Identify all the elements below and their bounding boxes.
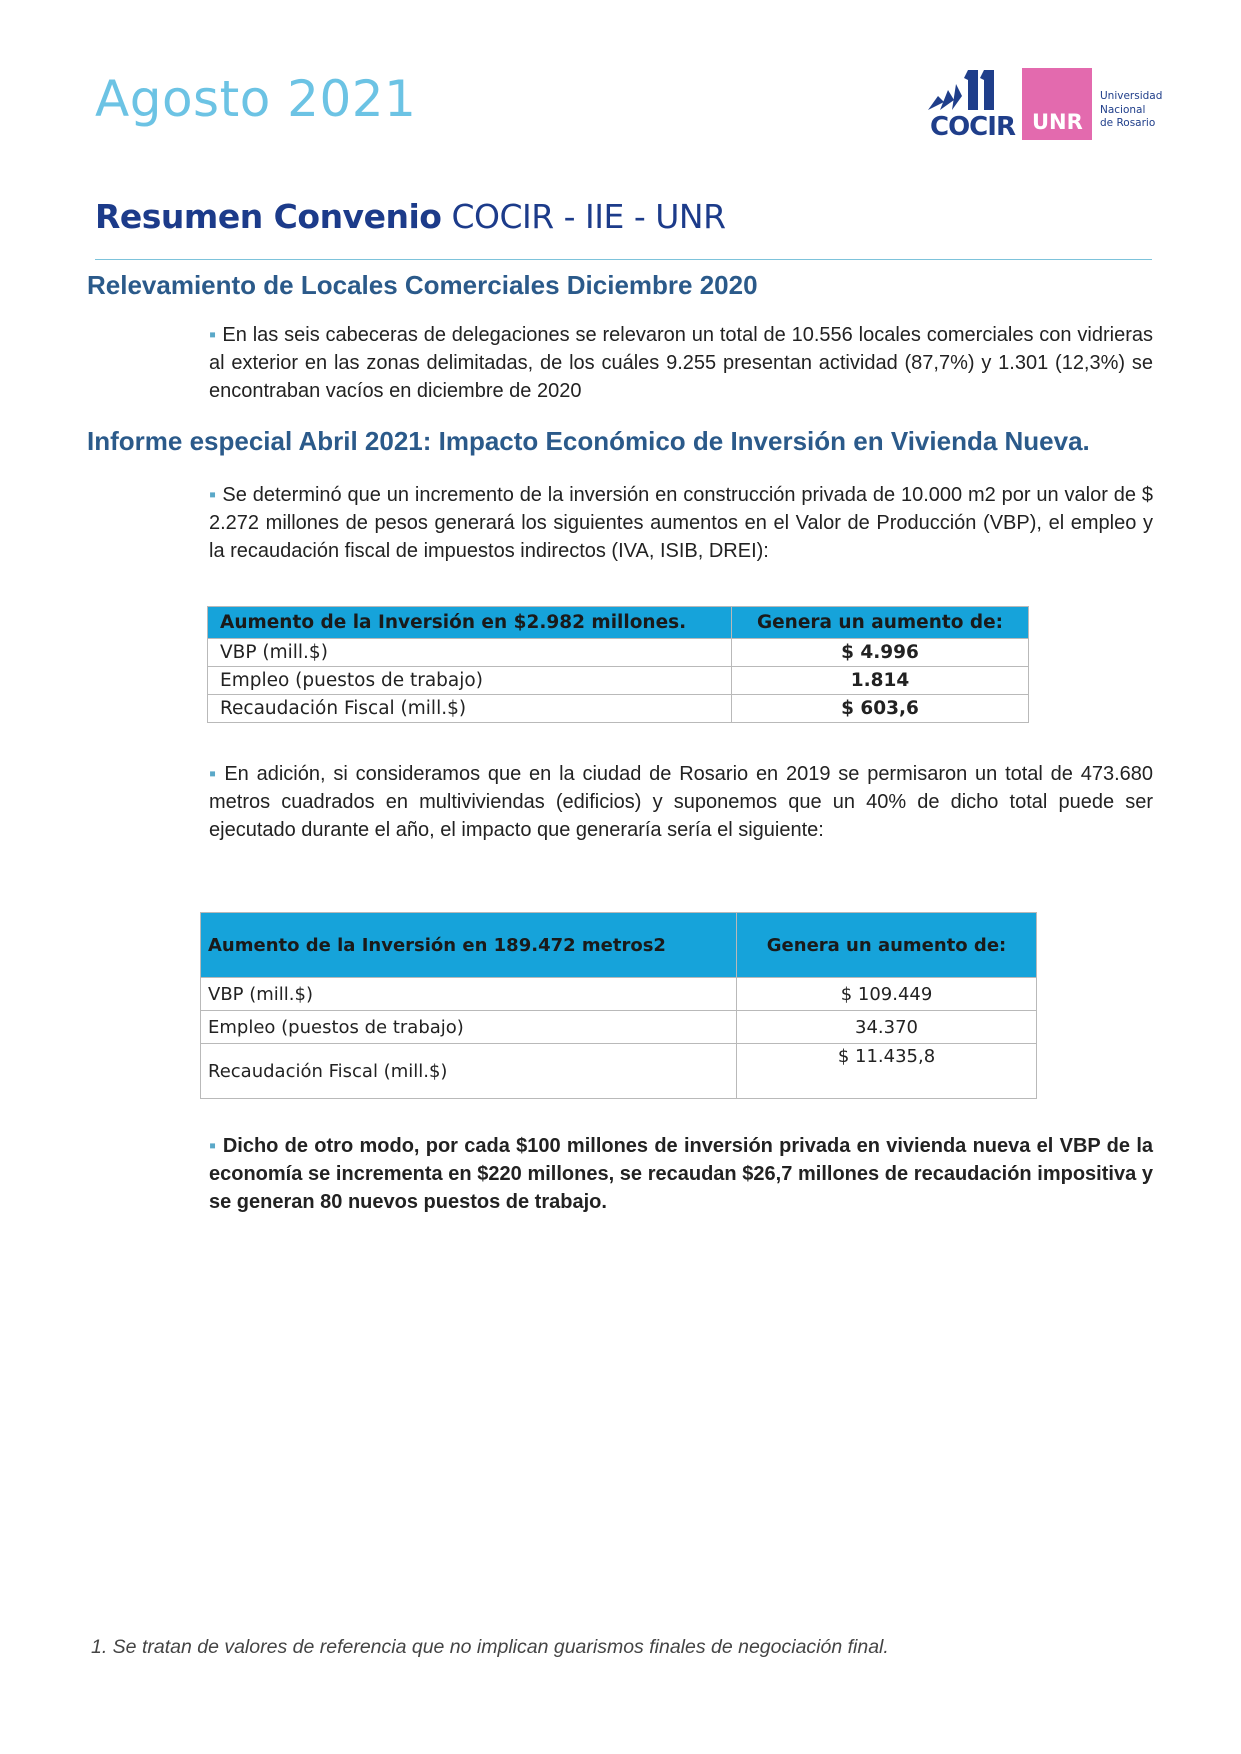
- unr-name-line: de Rosario: [1100, 117, 1156, 129]
- paragraph-text: Se determinó que un incremento de la inversión en construcción privada de 10.000 m2 por un valor de $ 2.272 millones de pesos generará los siguientes aumentos en el Valor de Producción (VBP), el empleo y la recaudación fiscal de impuestos indirectos (IVA, ISIB, DREI):: [209, 484, 1153, 562]
- table-cell-value: $ 603,6: [732, 695, 1029, 723]
- table-header-row: [201, 913, 1037, 978]
- table-header-cell: Aumento de la Inversión en 189.472 metros2: [201, 913, 737, 978]
- section-heading: Informe especial Abril 2021: Impacto Económico de Inversión en Vivienda Nueva.: [87, 426, 1090, 456]
- bullet-icon: ▪: [209, 324, 217, 346]
- page-title: [95, 197, 726, 236]
- paragraph: [209, 760, 1153, 844]
- table-header-cell: Genera un aumento de:: [732, 607, 1029, 639]
- table-cell-label: Empleo (puestos de trabajo): [201, 1011, 737, 1044]
- logos: [924, 66, 1184, 142]
- table-header-cell: Aumento de la Inversión en $2.982 millones.: [208, 607, 732, 639]
- unr-logo-text: UNR: [1032, 110, 1083, 134]
- table-cell-value: 1.814: [732, 667, 1029, 695]
- cocir-logo: [924, 66, 1014, 142]
- paragraph: [209, 321, 1153, 405]
- unr-name: [1100, 90, 1162, 131]
- cocir-logo-text: COCIR: [930, 112, 1015, 142]
- paragraph: [209, 481, 1153, 565]
- table-header-row: [208, 607, 1029, 639]
- footnote: 1. Se tratan de valores de referencia que no implican guarismos finales de negociación final.: [91, 1636, 889, 1658]
- table-cell-value: 34.370: [737, 1011, 1037, 1044]
- paragraph-highlight: [209, 1132, 1153, 1216]
- unr-logo: [1022, 68, 1092, 140]
- table-cell-value: $ 4.996: [732, 639, 1029, 667]
- title-divider: [95, 259, 1152, 260]
- table-header-cell: Genera un aumento de:: [737, 913, 1037, 978]
- unr-name-line: Nacional: [1100, 103, 1146, 116]
- impact-table-2: [200, 912, 1037, 1099]
- impact-table-1: [207, 606, 1029, 723]
- bullet-icon: ▪: [209, 763, 219, 785]
- table-row: [201, 978, 1037, 1011]
- table-cell-value: $ 109.449: [737, 978, 1037, 1011]
- table-row: [208, 667, 1029, 695]
- table-row: [208, 639, 1029, 667]
- section-heading: Relevamiento de Locales Comerciales Diciembre 2020: [87, 270, 758, 300]
- page-title-rest: COCIR - IIE - UNR: [451, 197, 726, 236]
- paragraph-text: En adición, si consideramos que en la ciudad de Rosario en 2019 se permisaron un total de 473.680 metros cuadrados en multiviviendas (edificios) y suponemos que un 40% de dicho total puede ser ejecutado durante el año, el impacto que generaría sería el siguiente:: [209, 763, 1154, 841]
- cocir-emblem-icon: [924, 66, 1014, 116]
- table-row: [201, 1011, 1037, 1044]
- bullet-icon: ▪: [209, 484, 217, 506]
- table-cell-label: VBP (mill.$): [208, 639, 732, 667]
- paragraph-text: En las seis cabeceras de delegaciones se relevaron un total de 10.556 locales comerciales con vidrieras al exterior en las zonas delimitadas, de los cuáles 9.255 presentan actividad (87,7%) y 1.301 (12,3%) se encontraban vacíos en diciembre de 2020: [209, 324, 1153, 402]
- report-date: Agosto 2021: [95, 70, 417, 128]
- paragraph-text: Dicho de otro modo, por cada $100 millones de inversión privada en vivienda nueva el VBP de la economía se incrementa en $220 millones, se recaudan $26,7 millones de recaudación impositiva y se generan 80 nuevos puestos de trabajo.: [209, 1135, 1153, 1213]
- table-row: [208, 695, 1029, 723]
- table-cell-value: $ 11.435,8: [737, 1044, 1037, 1099]
- table-row: [201, 1044, 1037, 1099]
- bullet-icon: ▪: [209, 1135, 217, 1157]
- table-cell-label: Empleo (puestos de trabajo): [208, 667, 732, 695]
- table-cell-label: VBP (mill.$): [201, 978, 737, 1011]
- page-title-bold: Resumen Convenio: [95, 197, 442, 236]
- table-cell-label: Recaudación Fiscal (mill.$): [201, 1044, 737, 1099]
- unr-name-line: Universidad: [1100, 90, 1163, 102]
- table-cell-label: Recaudación Fiscal (mill.$): [208, 695, 732, 723]
